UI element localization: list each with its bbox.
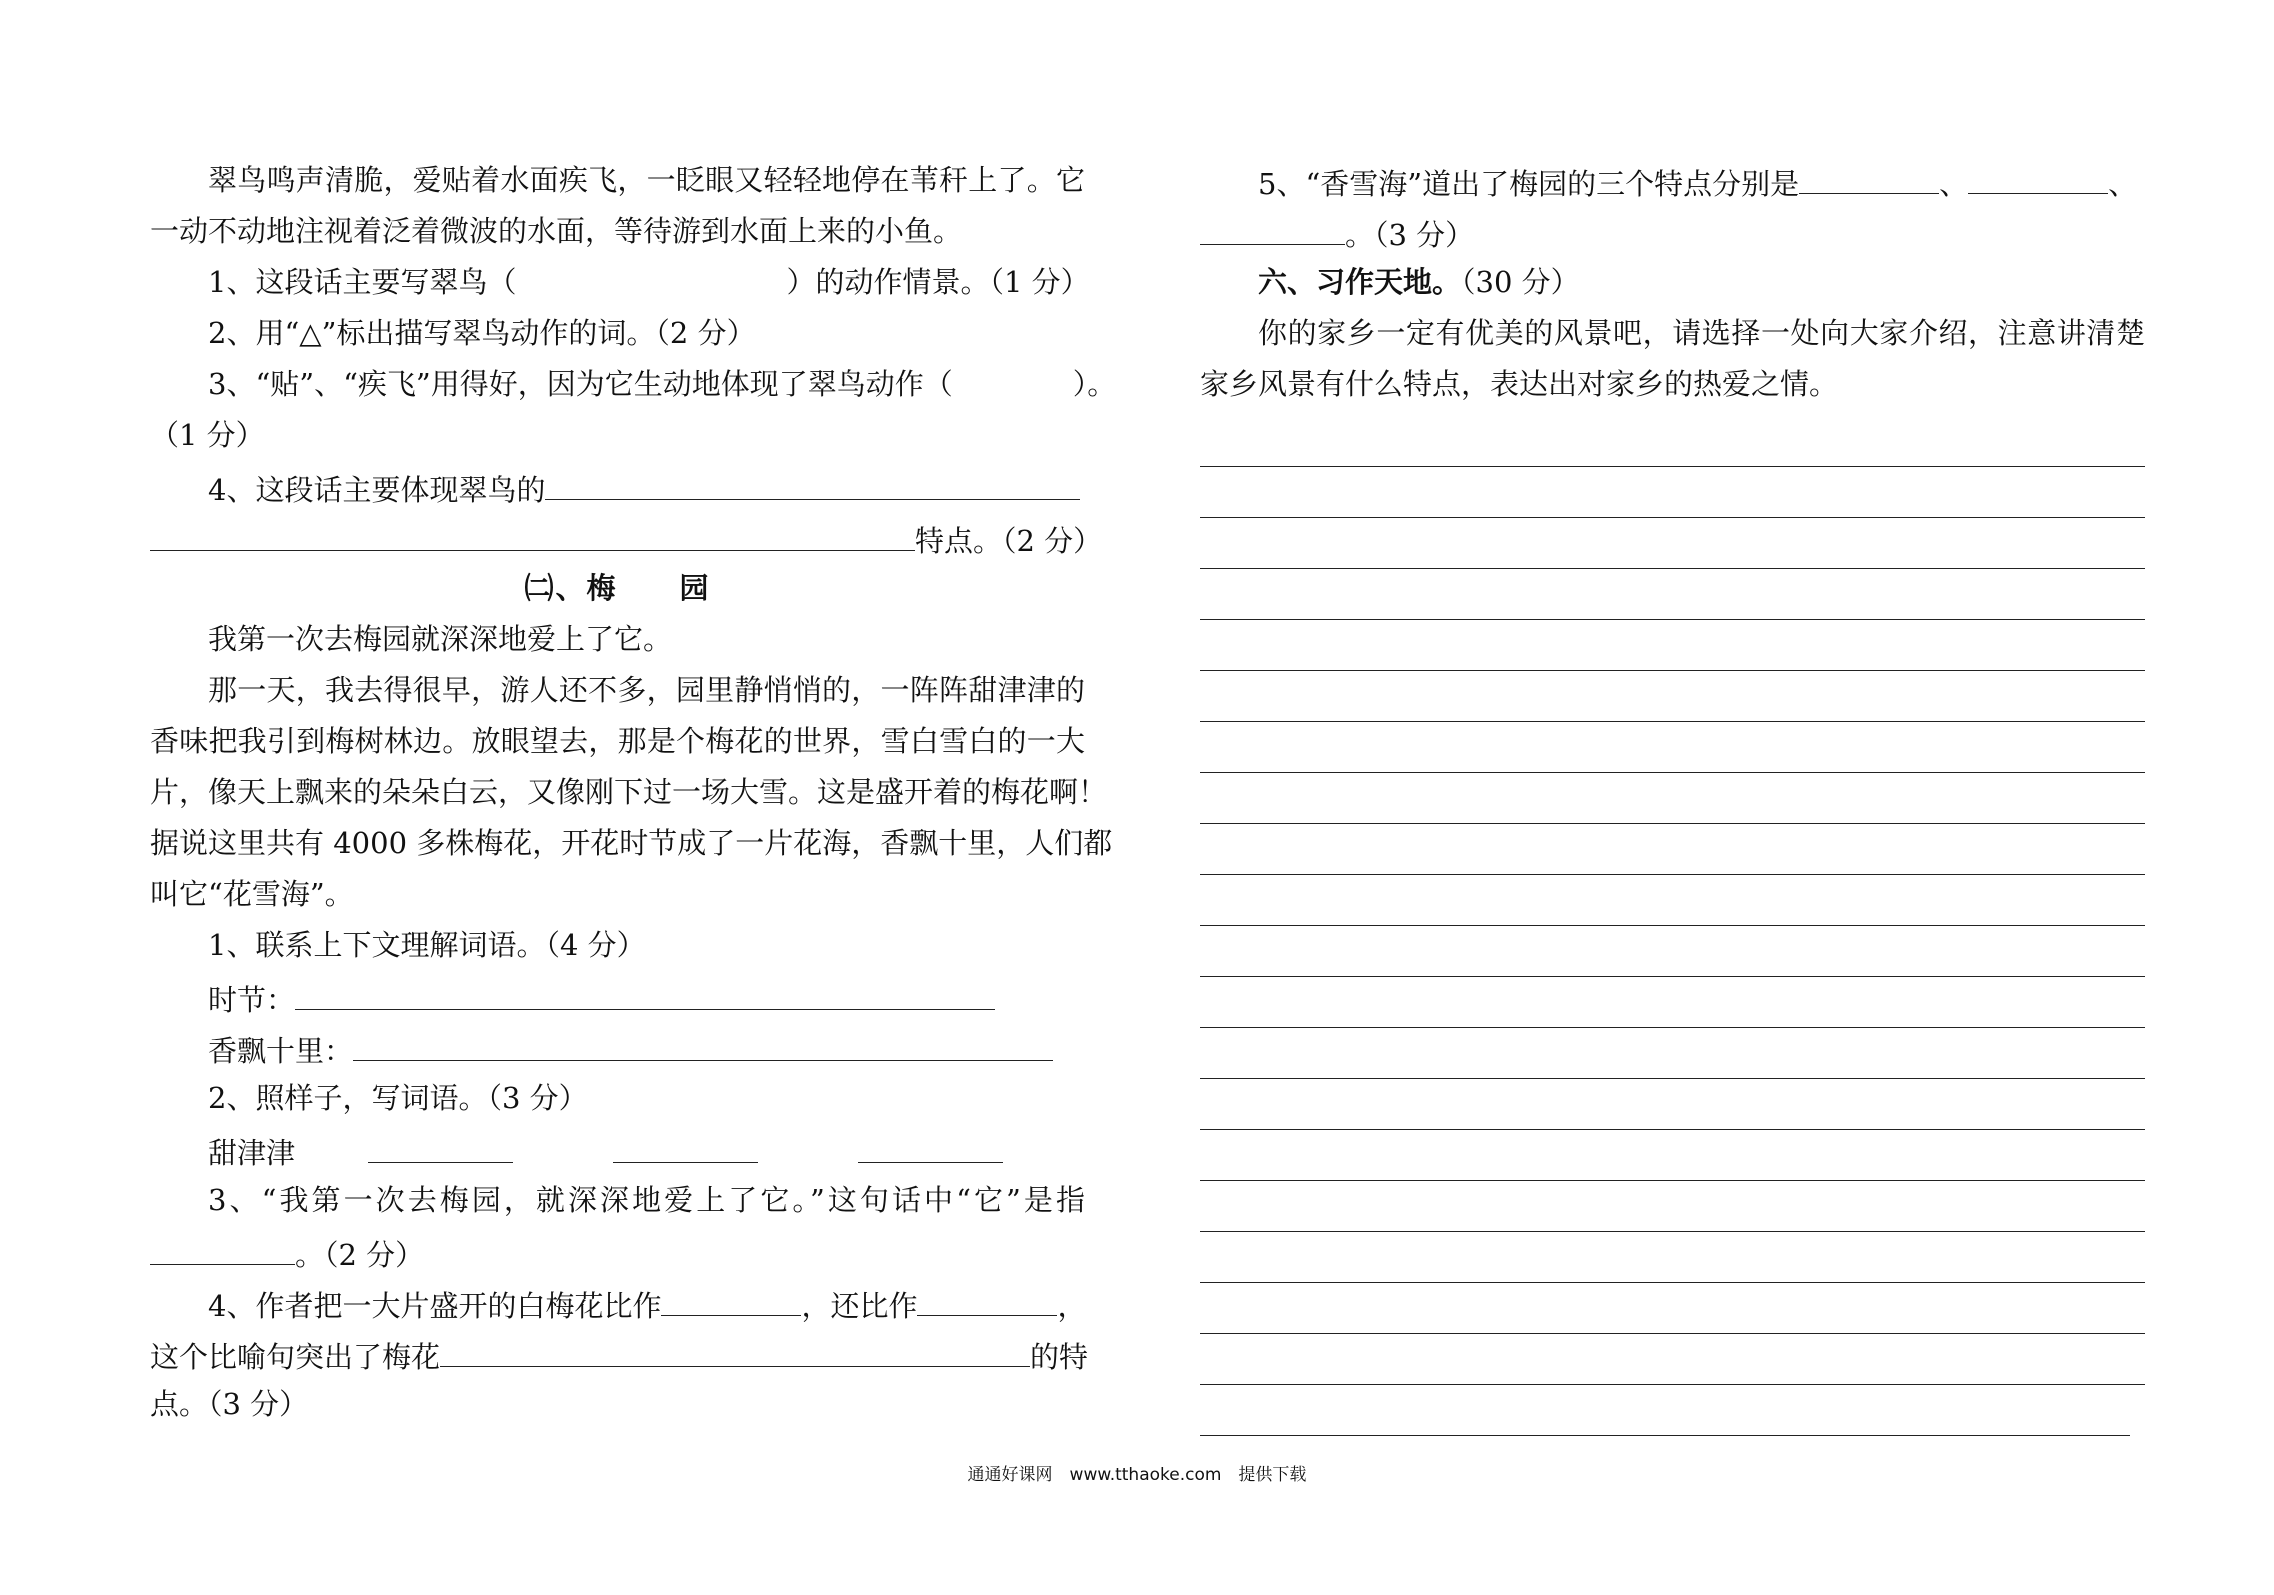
writing-line[interactable] <box>1200 569 2145 620</box>
answer-blank-q4b[interactable] <box>150 512 915 551</box>
writing-line[interactable] <box>1200 1181 2145 1232</box>
b5-line1 <box>1200 155 2145 206</box>
answer-blank-b5b[interactable] <box>1968 155 2108 194</box>
writing-line[interactable] <box>1200 467 2145 518</box>
writing-line[interactable] <box>1200 1385 2130 1436</box>
question-4-text: 4、这段话主要体现翠鸟的 <box>208 473 546 507</box>
writing-line[interactable] <box>1200 977 2145 1028</box>
writing-line[interactable] <box>1200 824 2145 875</box>
writing-line[interactable] <box>1200 1028 2145 1079</box>
b4-line3: 点。（3 分） <box>150 1387 309 1421</box>
writing-line[interactable] <box>1200 416 2145 467</box>
b1-word2 <box>150 1022 1085 1073</box>
question-2: 2、用“△”标出描写翠鸟动作的词。（2 分） <box>208 316 756 350</box>
b5-text: 5、“香雪海”道出了梅园的三个特点分别是 <box>1258 167 1800 201</box>
left-column <box>150 155 1117 1430</box>
answer-blank-word3[interactable] <box>858 1124 1003 1163</box>
passage1-line2: 一动不动地注视着泛着微波的水面，等待游到水面上来的小鱼。 <box>150 214 963 248</box>
section6-title: 六、习作天地。 <box>1258 265 1462 299</box>
b3-line1: 3、“我第一次去梅园，就深深地爱上了它。”这句话中“它”是指 <box>208 1183 1085 1217</box>
writing-line[interactable] <box>1200 671 2145 722</box>
writing-line[interactable] <box>1200 1232 2145 1283</box>
passage2-line4: 据说这里共有 4000 多株梅花，开花时节成了一片花海，香飘十里，人们都 <box>150 826 1113 860</box>
b4-text-a: 4、作者把一大片盛开的白梅花比作 <box>208 1289 662 1323</box>
section-title-meiyuan: ㈡、梅 园 <box>524 571 711 605</box>
question-1 <box>150 257 1090 308</box>
writing-line[interactable] <box>1200 773 2145 824</box>
b1-word1 <box>150 971 1085 1022</box>
answer-blank-shijie[interactable] <box>295 971 995 1010</box>
b3-end: 。（2 分） <box>295 1238 425 1272</box>
answer-blank-b5c[interactable] <box>1200 206 1345 245</box>
answer-blank-q4a[interactable] <box>545 461 1080 500</box>
writing-area[interactable] <box>1200 416 2145 1436</box>
answer-blank-b4a[interactable] <box>661 1277 801 1316</box>
question-3-text-b: ）。 <box>1072 367 1117 401</box>
passage2-line1: 那一天，我去得很早，游人还不多，园里静悄悄的，一阵阵甜津津的 <box>208 673 1085 707</box>
prompt-line1: 你的家乡一定有优美的风景吧，请选择一处向大家介绍，注意讲清楚 <box>1258 316 2145 350</box>
b4-text-b: ，还比作 <box>801 1289 918 1323</box>
writing-line[interactable] <box>1200 518 2145 569</box>
passage2-line5: 叫它“花雪海”。 <box>150 877 354 911</box>
question-3 <box>150 359 1117 410</box>
b4-text-d: 这个比喻句突出了梅花 <box>150 1340 441 1374</box>
question-1-text-b: ）的动作情景。（1 分） <box>786 265 1090 299</box>
writing-line[interactable] <box>1200 1283 2145 1334</box>
answer-blank-xiangpiaoshili[interactable] <box>353 1022 1053 1061</box>
writing-line[interactable] <box>1200 875 2145 926</box>
answer-blank-word2[interactable] <box>613 1124 758 1163</box>
section6-score: （30 分） <box>1461 265 1580 299</box>
writing-line[interactable] <box>1200 620 2145 671</box>
b4-text-c: ， <box>1057 1289 1087 1323</box>
b5-line2 <box>1200 206 2145 257</box>
b2-example-word: 甜津津 <box>208 1136 296 1170</box>
answer-blank-b4b[interactable] <box>917 1277 1057 1316</box>
writing-line[interactable] <box>1200 926 2145 977</box>
question-1-text-a: 1、这段话主要写翠鸟（ <box>208 265 517 299</box>
question-4-line1 <box>150 461 1085 512</box>
answer-blank-b5a[interactable] <box>1799 155 1939 194</box>
b2-examples <box>150 1124 1085 1175</box>
question-4-end: 特点。（2 分） <box>915 524 1103 558</box>
b1-title: 1、联系上下文理解词语。（4 分） <box>208 928 646 962</box>
b3-line2 <box>150 1226 1085 1277</box>
b1-word1-label: 时节： <box>208 983 296 1017</box>
passage2-line2: 香味把我引到梅树林边。放眼望去，那是个梅花的世界，雪白雪白的一大 <box>150 724 1085 758</box>
writing-line[interactable] <box>1200 1334 2145 1385</box>
b4-text-e: 的特 <box>1030 1340 1089 1374</box>
b5-sep1: 、 <box>1939 167 1969 201</box>
question-3-text-a: 3、“贴”、“疾飞”用得好，因为它生动地体现了翠鸟动作（ <box>208 367 953 401</box>
answer-blank-b4c[interactable] <box>440 1328 1030 1367</box>
section6-heading <box>1200 257 2145 308</box>
writing-line[interactable] <box>1200 722 2145 773</box>
passage2-line3: 片，像天上飘来的朵朵白云，又像刚下过一场大雪。这是盛开着的梅花啊！ <box>150 775 1108 809</box>
question-3-score: （1 分） <box>150 418 265 452</box>
right-column <box>1200 155 2145 1436</box>
b2-title: 2、照样子，写词语。（3 分） <box>208 1081 588 1115</box>
b4-line1 <box>150 1277 1085 1328</box>
b5-end: 。（3 分） <box>1345 218 1475 252</box>
b5-sep2: 、 <box>2108 167 2138 201</box>
b4-line2 <box>150 1328 1089 1379</box>
b1-word2-label: 香飘十里： <box>208 1034 354 1068</box>
passage2-p1: 我第一次去梅园就深深地爱上了它。 <box>208 622 673 656</box>
passage1-line1: 翠鸟鸣声清脆，爱贴着水面疾飞，一眨眼又轻轻地停在苇秆上了。它 <box>208 163 1085 197</box>
answer-blank-word1[interactable] <box>368 1124 513 1163</box>
question-4-line2 <box>150 512 1103 563</box>
prompt-line2: 家乡风景有什么特点，表达出对家乡的热爱之情。 <box>1200 367 1839 401</box>
writing-line[interactable] <box>1200 1130 2145 1181</box>
footer-source: 通通好课网 www.tthaoke.com 提供下载 <box>967 1465 1307 1485</box>
writing-line[interactable] <box>1200 1079 2145 1130</box>
answer-blank-b3[interactable] <box>150 1226 295 1265</box>
